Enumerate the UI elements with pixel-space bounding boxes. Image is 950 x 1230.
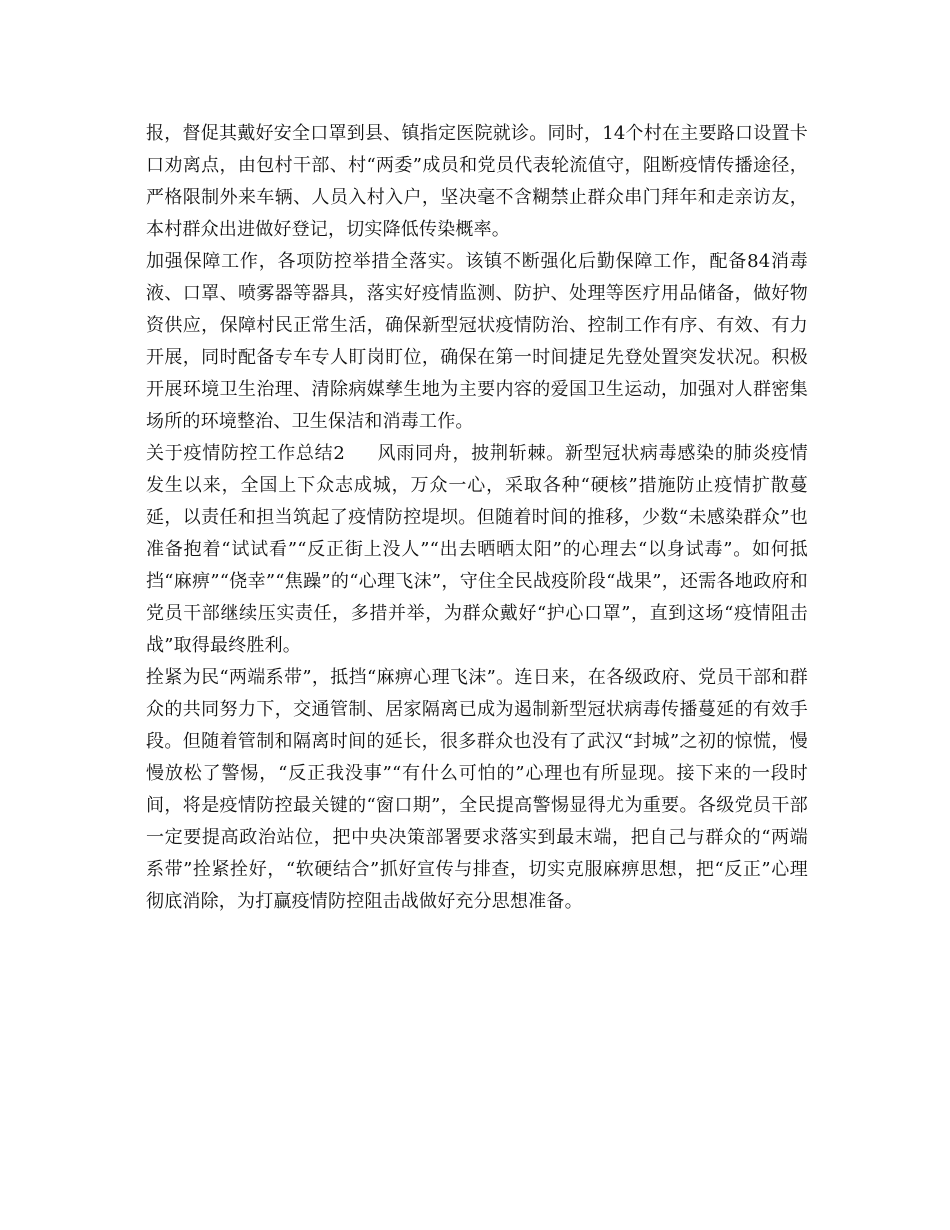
- section-intro: 风雨同舟，披荆斩棘。新型冠状病毒感染的肺炎疫情发生以来，全国上下众志成城，万众一心，采取各种“硬核”措施防止疫情扩散蔓延，以责任和担当筑起了疫情防控堤坝。但随着时间的推移，少数“未感染群众”也准备抱着“试试看”“反正街上没人”“出去晒晒太阳”的心理去“以身试毒”。如何抵挡“麻痹”“侥幸”“焦躁”的“心理飞沫”，守住全民战疫阶段“战果”，还需各地政府和党员干部继续压实责任，多措并举，为群众戴好“护心口罩”，直到这场“疫情阻击战”取得最终胜利。: [146, 443, 808, 656]
- paragraph-final: 拴紧为民“两端系带”，抵挡“麻痹心理飞沫”。连日来，在各级政府、党员干部和群众的共同努力下，交通管制、居家隔离已成为遏制新型冠状病毒传播蔓延的有效手段。但随着管制和隔离时间的延长，很多群众也没有了武汉“封城”之初的惊慌，慢慢放松了警惕，“反正我没事”“有什么可怕的”心理也有所显现。接下来的一段时间，将是疫情防控最关键的“窗口期”，全民提高警惕显得尤为重要。各级党员干部一定要提高政治站位，把中央决策部署要求落实到最末端，把自己与群众的“两端系带”拴紧拴好，“软硬结合”抓好宣传与排查，切实克服麻痹思想，把“反正”心理彻底消除，为打赢疫情防控阻击战做好充分思想准备。: [146, 667, 808, 912]
- paragraph-section-2: [146, 438, 808, 662]
- section-heading: 关于疫情防控工作总结2: [146, 443, 346, 464]
- document-body: [146, 118, 808, 918]
- paragraph-supplies: 加强保障工作，各项防控举措全落实。该镇不断强化后勤保障工作，配备84消毒液、口罩、喷雾器等器具，落实好疫情监测、防护、处理等医疗用品储备，做好物资供应，保障村民正常生活，确保新型冠状疫情防治、控制工作有序、有效、有力开展，同时配备专车专人盯岗盯位，确保在第一时间捷足先登处置突发状况。积极开展环境卫生治理、清除病媒孳生地为主要内容的爱国卫生运动，加强对人群密集场所的环境整治、卫生保洁和消毒工作。: [146, 251, 808, 432]
- paragraph-checkpoints: 报，督促其戴好安全口罩到县、镇指定医院就诊。同时，14个村在主要路口设置卡口劝离点，由包村干部、村“两委”成员和党员代表轮流值守，阻断疫情传播途径，严格限制外来车辆、人员入村入户，坚决毫不含糊禁止群众串门拜年和走亲访友，本村群众出进做好登记，切实降低传染概率。: [146, 123, 808, 240]
